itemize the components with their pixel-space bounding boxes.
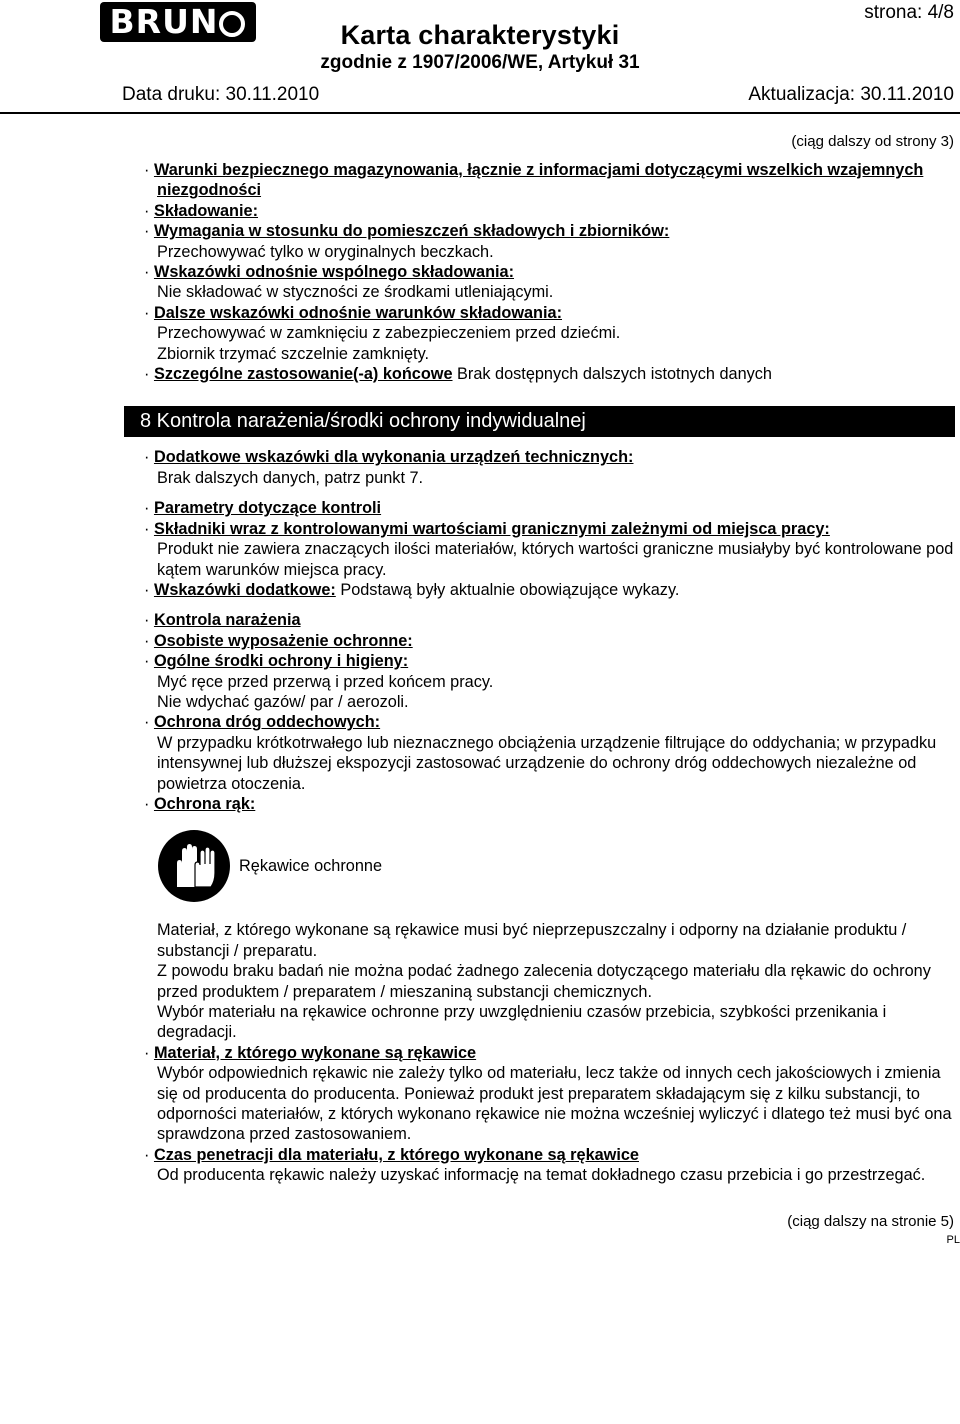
document-subtitle: zgodnie z 1907/2006/WE, Artykuł 31 <box>320 52 640 73</box>
requirements-heading: · Wymagania w stosunku do pomieszczeń składowych i zbiorników: <box>144 222 670 241</box>
continued-from-note: (ciąg dalszy od strony 3) <box>791 133 954 150</box>
end-use-line: · Szczególne zastosowanie(-a) końcowe Brak dostępnych dalszych istotnych danych <box>144 365 772 384</box>
storage-heading: · Składowanie: <box>144 201 259 220</box>
control-params-heading: · Parametry dotyczące kontroli <box>144 499 382 518</box>
glove-text-2: Z powodu braku badań nie można podać żadnego zalecenia dotyczącego materiału dla rękawic do ochrony przed produktem / preparatem / mieszaniną substancji chemicznych. <box>157 962 931 1001</box>
joint-storage-heading: · Wskazówki odnośnie wspólnego składowania: <box>144 263 515 282</box>
print-date: Data druku: 30.11.2010 <box>122 84 320 105</box>
language-code: PL <box>946 1234 960 1246</box>
respiratory-text: W przypadku krótkotrwałego lub nieznacznego obciążenia urządzenie filtrujące do oddychania; w przypadku intensywnej lub dłuższej ekspozycji zastosować urządzenie do ochrony dróg oddechowych niezależne od powietrza otoczenia. <box>157 733 937 793</box>
technical-heading: · Dodatkowe wskazówki dla wykonania urządzeń technicznych: <box>144 448 634 467</box>
penetration-heading: · Czas penetracji dla materiału, z którego wykonane są rękawice <box>144 1145 639 1164</box>
document-body <box>140 160 956 1186</box>
continued-to-note: (ciąg dalszy na stronie 5) <box>787 1213 954 1230</box>
section-8-title: 8 Kontrola narażenia/środki ochrony indywidualnej <box>124 406 955 437</box>
respiratory-heading: · Ochrona dróg oddechowych: <box>144 713 381 732</box>
hand-protection-heading: · Ochrona rąk: <box>144 794 256 813</box>
further-storage-heading: · Dalsze wskazówki odnośnie warunków składowania: <box>144 303 563 322</box>
glove-text-1: Materiał, z którego wykonane są rękawice musi być nieprzepuszczalny i odporny na działanie produktu / substancji / preparatu. <box>157 921 907 960</box>
gloves-label: Rękawice ochronne <box>239 857 382 876</box>
page-number: strona: 4/8 <box>864 2 954 23</box>
joint-storage-text: Nie składować w styczności ze środkami utleniającymi. <box>157 283 554 302</box>
technical-text: Brak dalszych danych, patrz punkt 7. <box>157 468 424 487</box>
glove-text-3: Wybór materiału na rękawice ochronne przy uwzględnieniu czasów przebicia, szybkości przenikania i degradacji. <box>157 1003 887 1042</box>
components-text: Produkt nie zawiera znaczących ilości materiałów, których wartości graniczne musiałyby być kontrolowane pod kątem warunków miejsca pracy. <box>157 540 954 579</box>
further-storage-text-1: Przechowywać w zamknięciu z zabezpieczeniem przed dziećmi. <box>157 324 621 343</box>
glove-material-text: Wybór odpowiednich rękawic nie zależy tylko od materiału, lecz także od innych cech jakościowych i zmienia się od producenta do producenta. Ponieważ produkt jest preparatem składającym się z kilku substancji, to odporności materiałów, z których wykonano rękawice nie można wcześniej wyliczyć i dlatego też musi być ona sprawdzona przed zastosowaniem. <box>157 1064 952 1144</box>
storage-conditions-heading: · Warunki bezpiecznego magazynowania, łącznie z informacjami dotyczącymi wszelkich wzajemnych niezgodności <box>144 161 924 200</box>
hygiene-heading: · Ogólne środki ochrony i higieny: <box>144 652 409 671</box>
further-storage-text-2: Zbiornik trzymać szczelnie zamknięty. <box>157 344 430 363</box>
hygiene-text-1: Myć ręce przed przerwą i przed końcem pracy. <box>157 672 494 691</box>
glove-material-heading: · Materiał, z którego wykonane są rękawice <box>144 1043 477 1062</box>
header-divider <box>0 112 960 114</box>
penetration-text: Od producenta rękawic należy uzyskać informację na temat dokładnego czasu przebicia i go przestrzegać. <box>157 1166 926 1185</box>
additional-line: · Wskazówki dodatkowe: Podstawą były aktualnie obowiązujące wykazy. <box>144 580 680 599</box>
ppe-heading: · Osobiste wyposażenie ochronne: <box>144 631 413 650</box>
requirements-text: Przechowywać tylko w oryginalnych beczkach. <box>157 242 494 261</box>
additional-text: Podstawą były aktualnie obowiązujące wykazy. <box>340 580 680 599</box>
gloves-icon <box>157 829 231 903</box>
exposure-control-heading: · Kontrola narażenia <box>144 611 301 630</box>
end-use-text: Brak dostępnych dalszych istotnych danych <box>457 365 772 384</box>
document-title: Karta charakterystyki <box>340 20 620 50</box>
components-heading: · Składniki wraz z kontrolowanymi wartościami granicznymi zależnymi od miejsca pracy: <box>144 519 830 538</box>
hygiene-text-2: Nie wdychać gazów/ par / aerozoli. <box>157 692 409 711</box>
glove-pictogram-row <box>157 828 956 904</box>
brand-logo: BRUNX <box>100 2 256 42</box>
update-date: Aktualizacja: 30.11.2010 <box>748 84 954 105</box>
